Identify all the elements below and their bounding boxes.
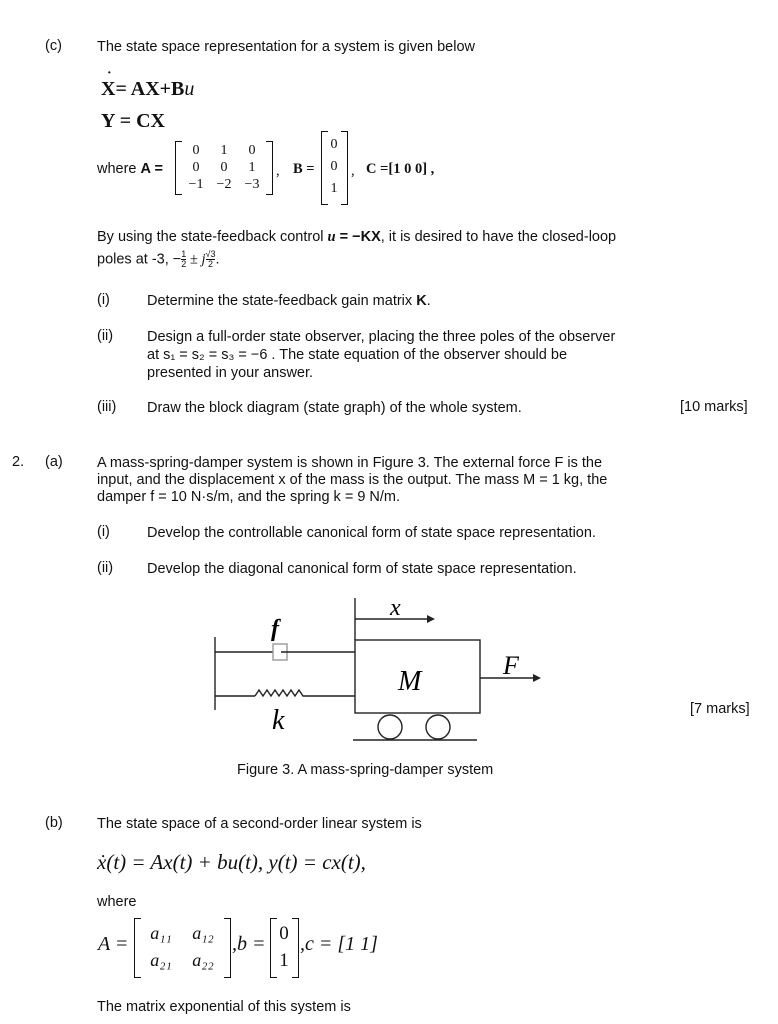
displacement-arrowhead (427, 615, 435, 623)
c-marks: [10 marks] (680, 399, 748, 415)
frac-sqrt3-half: $\frac{√3}{2}$ (205, 249, 216, 269)
part-c-intro: The state space representation for a system is given below (97, 39, 475, 55)
feedback-text: By using the state-feedback control u = −KX, it is desired to have the closed-loop (97, 229, 617, 245)
q2b-matrix-b-right-bracket (292, 918, 299, 978)
q2b-matrix-b: 0 1 (279, 923, 289, 971)
matrix-a-right-bracket (266, 141, 273, 195)
matrix-b-label: B = (293, 161, 315, 177)
c-iii-text: Draw the block diagram (state graph) of the whole system. (147, 400, 522, 416)
where-label: where A = (97, 161, 163, 177)
label-f: f (271, 616, 279, 642)
wheel-left (378, 715, 402, 739)
figure-caption: Figure 3. A mass-spring-damper system (237, 762, 494, 778)
matrix-b-right-bracket (341, 131, 348, 205)
c-ii-line2: at s₁ = s₂ = s₃ = −6 . The state equation of the observer should be (147, 347, 568, 363)
frac-half: $\frac{1}{2}$ (181, 249, 187, 269)
q2b-matrix-a-right-bracket (224, 918, 231, 978)
matrix-b: 0 0 1 (330, 137, 338, 196)
spring (255, 690, 305, 696)
c-i-text: Determine the state-feedback gain matrix K. (147, 293, 431, 309)
q2-number: 2. (12, 454, 25, 470)
q2a-marks: [7 marks] (690, 701, 750, 717)
x-dot: X · (101, 66, 116, 100)
q2b-matrix-a: a₁₁ a₁₂ a₂₁ a₂₂ (150, 923, 214, 970)
output-equation: Y = CX (101, 110, 165, 132)
q2b-where: where (97, 894, 137, 910)
q2a-line1: A mass-spring-damper system is shown in Figure 3. The external force F is the (97, 455, 603, 471)
q2a-ii-text: Develop the diagonal canonical form of state space representation. (147, 561, 577, 577)
matrix-a: 0 1 0 0 0 1 −1 −2 −3 (188, 143, 260, 192)
label-F: F (503, 651, 519, 680)
q2b-intro: The state space of a second-order linear system is (97, 816, 422, 832)
c-ii-label: (ii) (97, 328, 114, 344)
q2a-line3: damper f = 10 N·s/m, and the spring k = 9 N/m. (97, 489, 401, 505)
q2a-i-text: Develop the controllable canonical form of state space representation. (147, 525, 596, 541)
poles-text: poles at -3, − $\frac{1}{2}$ ± j $\frac{√3}{2}$ . (97, 249, 220, 269)
q2a-label: (a) (45, 454, 63, 470)
q2b-label: (b) (45, 815, 63, 831)
q2b-A-label: A = (98, 933, 129, 955)
q2a-ii-label: (ii) (97, 560, 114, 576)
c-ii-line3: presented in your answer. (147, 365, 314, 381)
label-x: x (390, 595, 401, 621)
q2b-equation: ẋ(t) = Ax(t) + bu(t), y(t) = cx(t), (97, 850, 366, 874)
c-ii-line1: Design a full-order state observer, placing the three poles of the observer (147, 329, 616, 345)
c-i-label: (i) (97, 292, 110, 308)
matrix-a-left-bracket (175, 141, 182, 195)
part-c-label: (c) (45, 38, 62, 54)
c-iii-label: (iii) (97, 399, 117, 415)
matrix-c: C =[1 0 0] , (366, 161, 435, 177)
label-k: k (272, 705, 285, 736)
q2b-c-vector: ,c = [1 1] (300, 933, 378, 955)
q2b-last-line: The matrix exponential of this system is (97, 999, 351, 1015)
force-arrowhead (533, 674, 541, 682)
q2a-line2: input, and the displacement x of the mass is the output. The mass M = 1 kg, the (97, 472, 608, 488)
mass-spring-damper-diagram (205, 592, 550, 752)
q2a-i-label: (i) (97, 524, 110, 540)
q2b-b-label: ,b = (232, 933, 266, 955)
label-M: M (398, 666, 422, 697)
wheel-right (426, 715, 450, 739)
state-equation: X · = AX+Bu (101, 66, 195, 100)
